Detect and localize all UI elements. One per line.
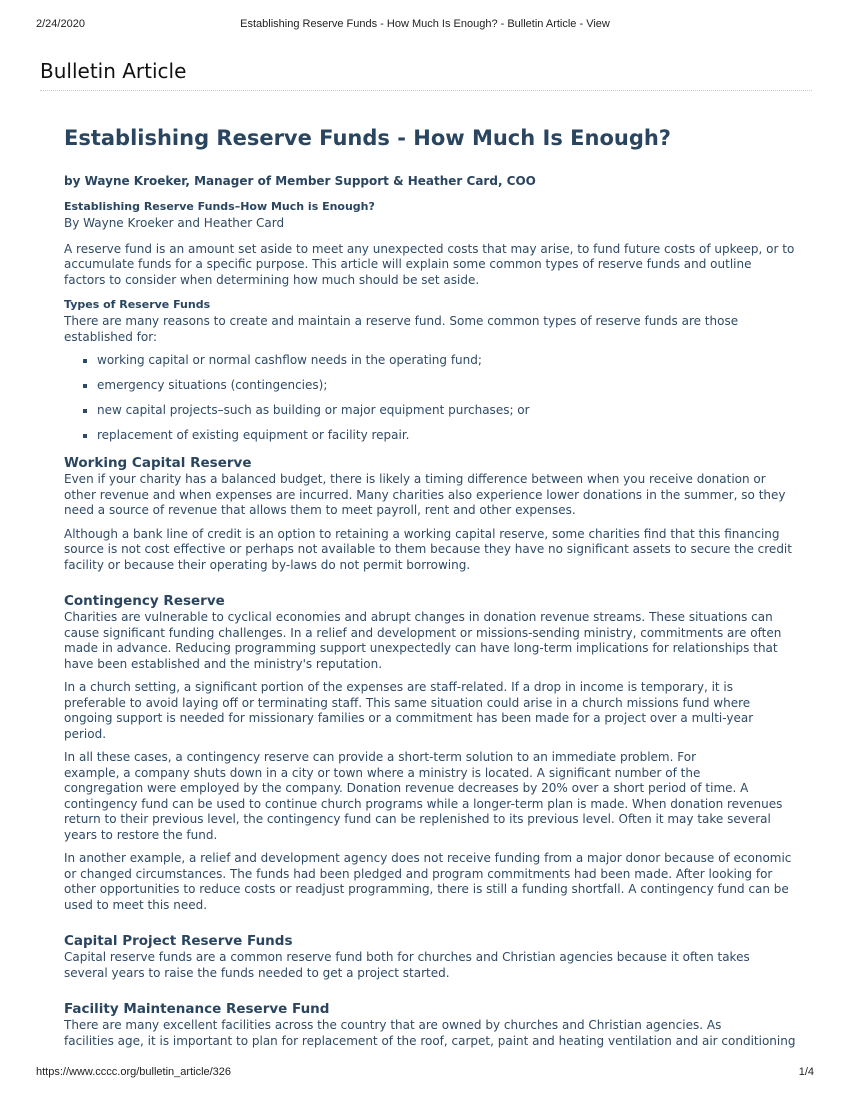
- list-item: ▪ replacement of existing equipment or facility repair.: [97, 428, 796, 443]
- contingency-paragraph-2: In a church setting, a significant portion of the expenses are staff-related. If a drop in income is temporary, it is preferable to avoid laying off or terminating staff. This same situation could arise in a church missions fund where ongoing support is needed for missionary families or a commitment has been made for a project over a multi-year period.: [64, 680, 754, 741]
- working-capital-paragraph-1: Even if your charity has a balanced budget, there is likely a timing difference between when you receive donation or other revenue and when expenses are incurred. Many charities also experience lower donations in the summer, so they need a source of revenue that allows them to meet payroll, rent and other expenses.: [64, 472, 786, 517]
- capital-project-paragraph-1: Capital reserve funds are a common reserve fund both for churches and Christian agencies because it often takes several years to raise the funds needed to get a project started.: [64, 950, 750, 980]
- contingency-section: [64, 593, 796, 913]
- working-capital-section: [64, 455, 796, 573]
- facility-heading: Facility Maintenance Reserve Fund: [64, 1001, 330, 1017]
- print-page-title: Establishing Reserve Funds - How Much Is Enough? - Bulletin Article - View: [240, 18, 610, 30]
- list-item: ▪ working capital or normal cashflow needs in the operating fund;: [97, 353, 796, 368]
- page-number: 1/4: [798, 1066, 814, 1078]
- list-item: ▪ new capital projects–such as building or major equipment purchases; or: [97, 403, 796, 418]
- contingency-heading: Contingency Reserve: [64, 593, 225, 609]
- facility-section: [64, 1001, 796, 1049]
- print-footer: [36, 1066, 814, 1082]
- capital-project-heading: Capital Project Reserve Funds: [64, 933, 293, 949]
- contingency-paragraph-3-line-2: example, a company shuts down in a city or town where a ministry is located. A significant number of the: [64, 765, 701, 780]
- article-subtitle-byline: By Wayne Kroeker and Heather Card: [64, 216, 285, 230]
- article-title: Establishing Reserve Funds - How Much Is Enough?: [64, 126, 671, 150]
- contingency-paragraph-4: In another example, a relief and development agency does not receive funding from a major donor because of economic or changed circumstances. The funds had been pledged and program commitments had been made. After looking for other opportunities to reduce costs or readjust programming, there is still a funding shortfall. A contingency fund can be used to meet this need.: [64, 851, 792, 912]
- types-intro: There are many reasons to create and maintain a reserve fund. Some common types of reserve funds are those established for:: [64, 314, 739, 344]
- article-byline: by Wayne Kroeker, Manager of Member Support & Heather Card, COO: [64, 174, 536, 188]
- print-header: [36, 18, 814, 34]
- print-url: https://www.cccc.org/bulletin_article/326: [36, 1066, 232, 1078]
- capital-project-section: [64, 933, 796, 981]
- print-date: 2/24/2020: [36, 18, 85, 30]
- working-capital-paragraph-2: Although a bank line of credit is an option to retaining a working capital reserve, some charities find that this financing source is not cost effective or perhaps not available to them because they have no significant assets to secure the credit facility or because their operating by-laws do not permit borrowing.: [64, 526, 792, 572]
- types-list: [64, 353, 796, 443]
- contingency-paragraph-1: Charities are vulnerable to cyclical economies and abrupt changes in donation revenue streams. These situations can cause significant funding challenges. In a relief and development or missions-sending ministry, commitments are often made in advance. Reducing programming support unexpectedly can have long-term implications for relationships that have been established and the ministry's reputation.: [64, 610, 782, 671]
- facility-paragraph-1: [64, 1018, 796, 1049]
- section-heading: Bulletin Article: [40, 58, 812, 91]
- facility-paragraph-1-rest: facilities age, it is important to plan for replacement of the roof, carpet, paint and heating ventilation and air conditioning: [64, 1033, 796, 1048]
- contingency-paragraph-3-line-1: In all these cases, a contingency reserve can provide a short-term solution to an immediate problem. For: [64, 750, 697, 764]
- working-capital-heading: Working Capital Reserve: [64, 455, 252, 471]
- contingency-paragraph-3-rest: congregation were employed by the company. Donation revenue decreases by 20% over a short period of time. A contingency fund can be used to continue church programs while a longer-term plan is made. When donation revenues return to their previous level, the contingency fund can be replenished to its previous level. Often it may take several years to restore the fund.: [64, 781, 783, 842]
- facility-paragraph-1-line-1: There are many excellent facilities across the country that are owned by churches and Christian agencies. As: [64, 1018, 722, 1032]
- article-intro: A reserve fund is an amount set aside to meet any unexpected costs that may arise, to fund future costs of upkeep, or to accumulate funds for a specific purpose. This article will explain some common types of reserve funds and outline factors to consider when determining how much should be set aside.: [64, 241, 795, 287]
- list-item: ▪ emergency situations (contingencies);: [97, 378, 796, 393]
- article-subtitle: Establishing Reserve Funds–How Much is Enough?: [64, 200, 375, 213]
- types-heading: Types of Reserve Funds: [64, 298, 211, 311]
- contingency-paragraph-3: [64, 750, 796, 843]
- article: [64, 124, 796, 1057]
